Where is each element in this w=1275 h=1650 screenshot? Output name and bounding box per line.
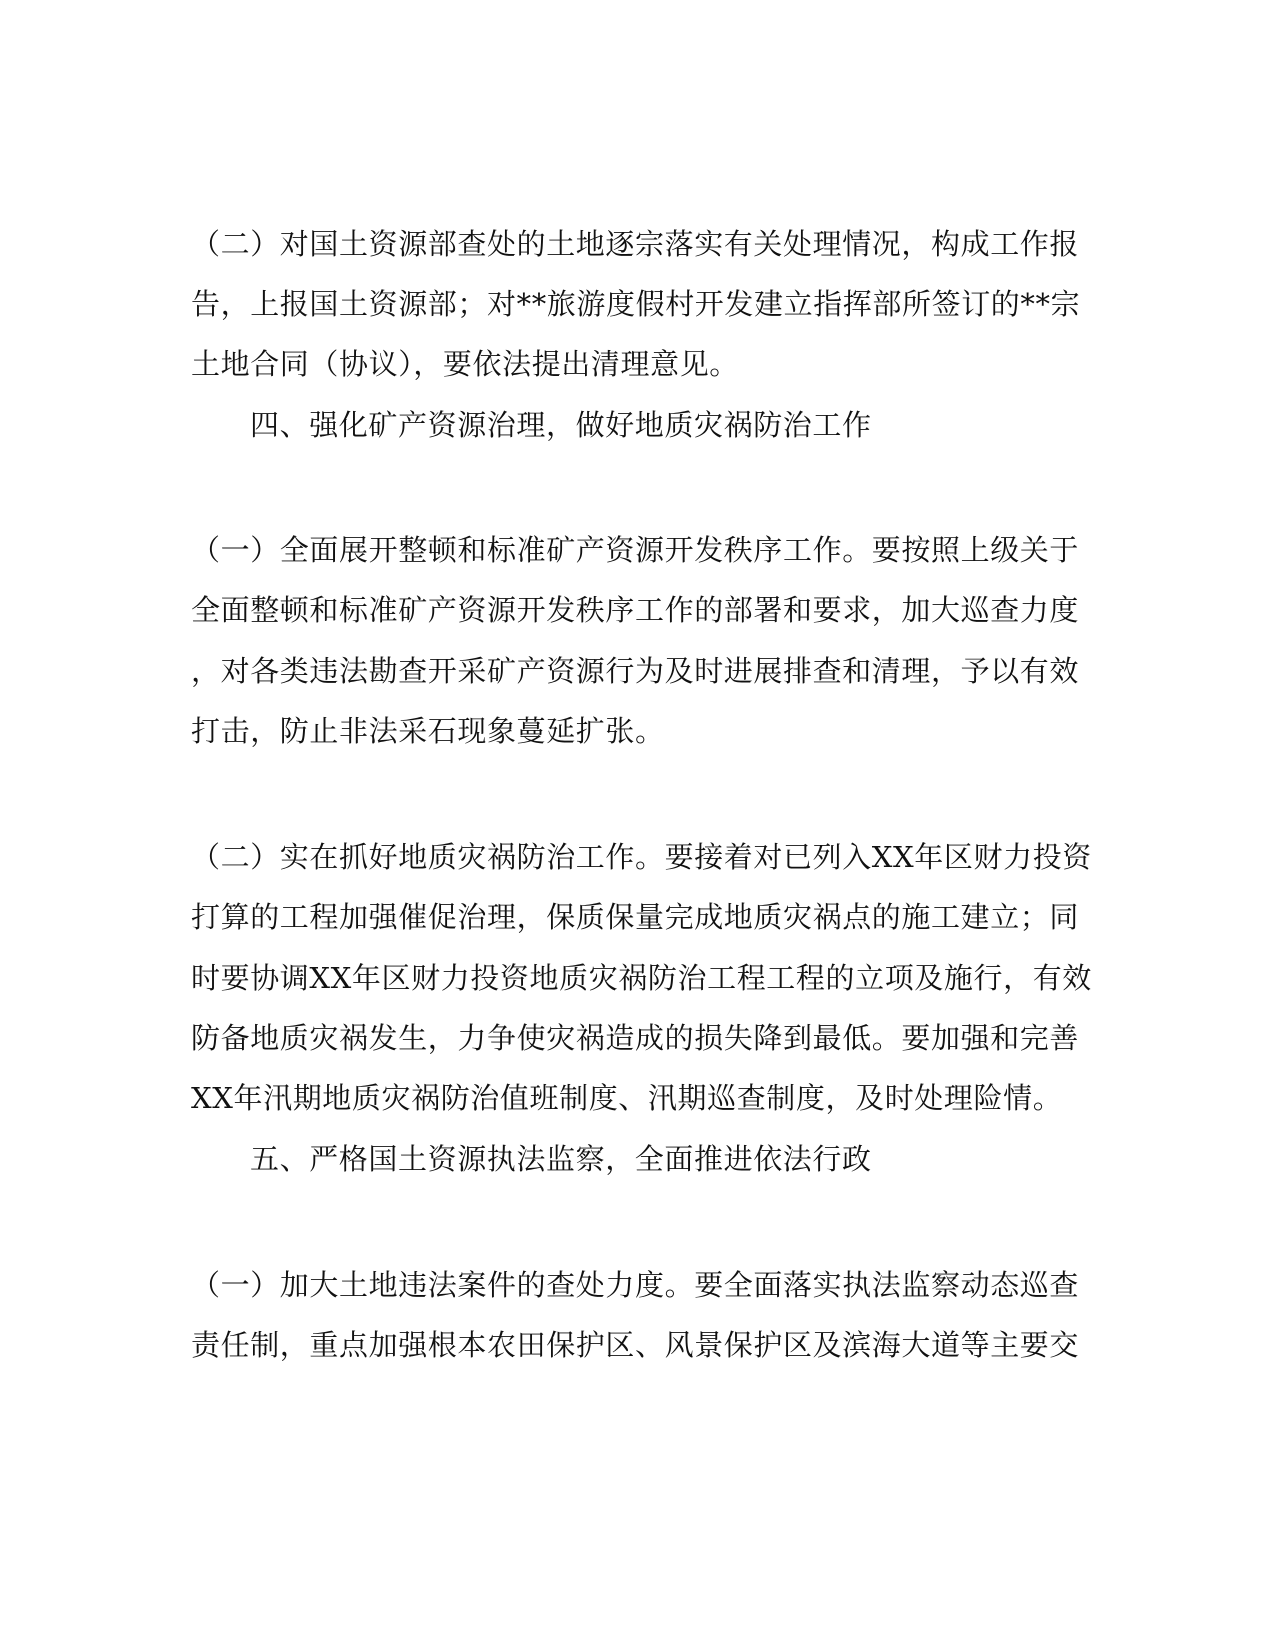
paragraph-line: XX年汛期地质灾祸防治值班制度、汛期巡查制度，及时处理险情。 xyxy=(191,1081,1063,1115)
paragraph-line: （一）全面展开整顿和标准矿产资源开发秩序工作。要按照上级关于 xyxy=(191,533,1080,567)
paragraph-line: 土地合同（协议），要依法提出清理意见。 xyxy=(191,347,739,381)
paragraph-line: 责任制，重点加强根本农田保护区、风景保护区及滨海大道等主要交 xyxy=(191,1328,1080,1362)
paragraph-line: 打算的工程加强催促治理，保质保量完成地质灾祸点的施工建立；同 xyxy=(191,900,1080,934)
paragraph-line: （一）加大土地违法案件的查处力度。要全面落实执法监察动态巡查 xyxy=(191,1268,1080,1302)
paragraph-line: 时要协调XX年区财力投资地质灾祸防治工程工程的立项及施行，有效 xyxy=(191,961,1092,995)
paragraph-line: 告，上报国土资源部；对**旅游度假村开发建立指挥部所签订的**宗 xyxy=(191,287,1081,321)
paragraph-line: （二）对国土资源部查处的土地逐宗落实有关处理情况，构成工作报 xyxy=(191,227,1080,261)
paragraph-line: 全面整顿和标准矿产资源开发秩序工作的部署和要求，加大巡查力度 xyxy=(191,593,1080,627)
paragraph-line: 打击，防止非法采石现象蔓延扩张。 xyxy=(191,714,665,748)
paragraph-line: ，对各类违法勘查开采矿产资源行为及时进展排查和清理，予以有效 xyxy=(191,654,1080,688)
paragraph-line: （二）实在抓好地质灾祸防治工作。要接着对已列入XX年区财力投资 xyxy=(191,840,1092,874)
section-heading: 五、严格国土资源执法监察，全面推进依法行政 xyxy=(250,1142,872,1176)
section-heading: 四、强化矿产资源治理，做好地质灾祸防治工作 xyxy=(250,408,872,442)
paragraph-line: 防备地质灾祸发生，力争使灾祸造成的损失降到最低。要加强和完善 xyxy=(191,1021,1080,1055)
